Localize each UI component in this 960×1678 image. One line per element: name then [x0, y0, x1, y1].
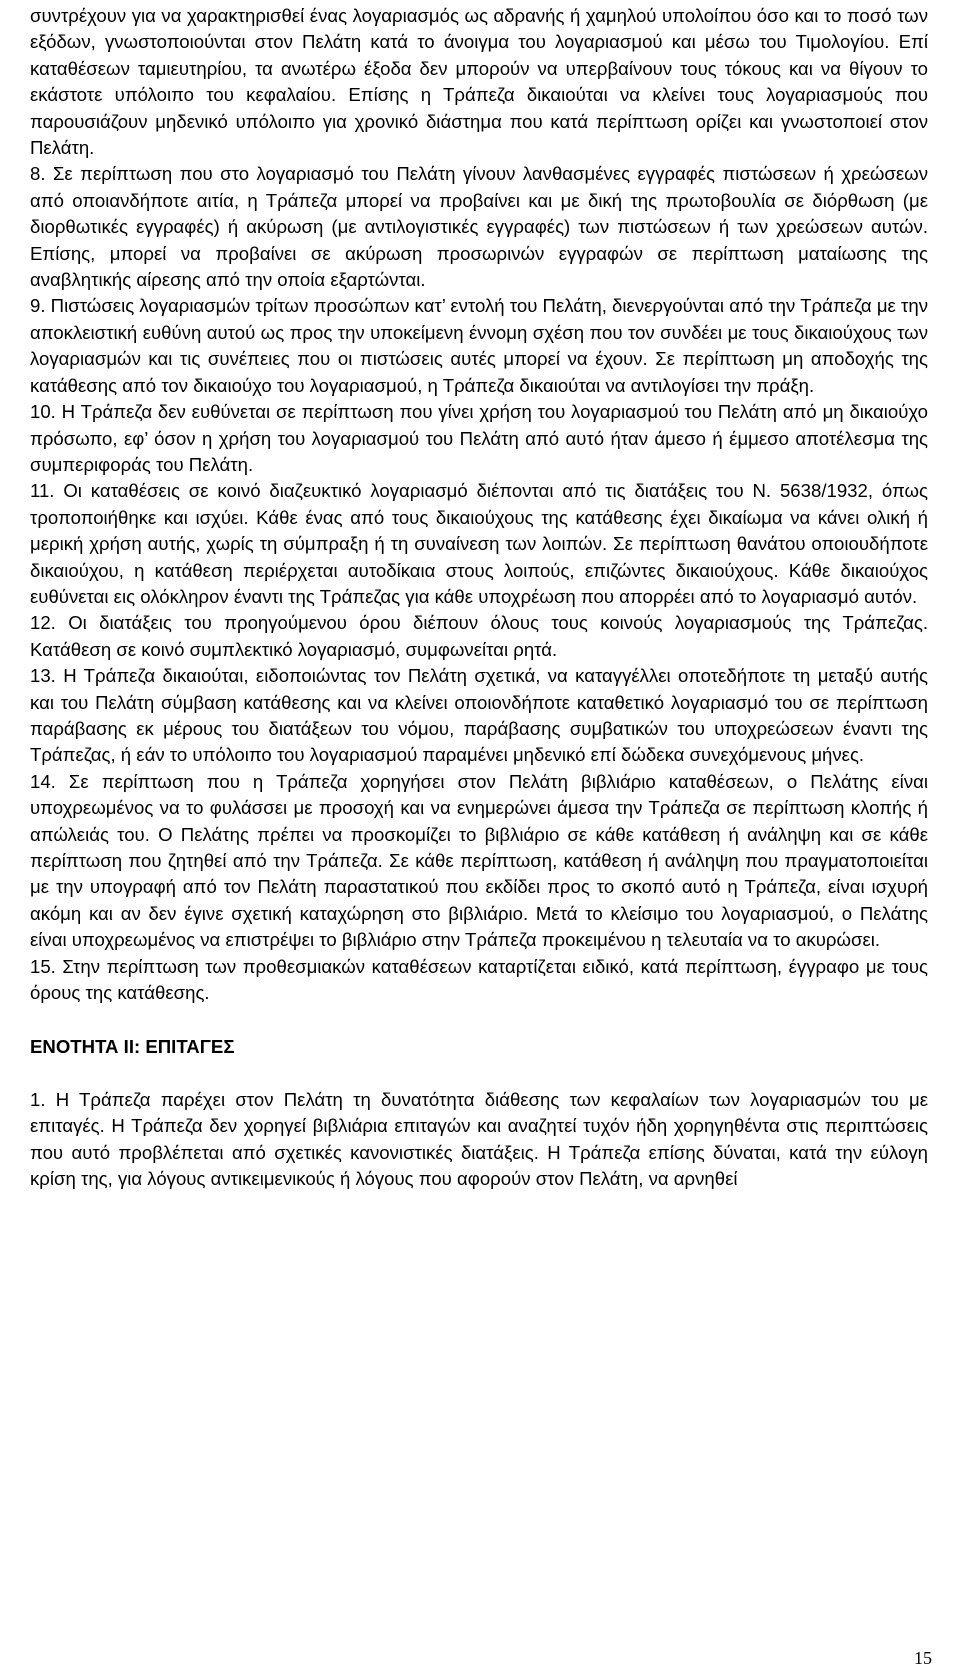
paragraph-term-13: 13. Η Τράπεζα δικαιούται, ειδοποιώντας τον Πελάτη σχετικά, να καταγγέλλει οποτεδήποτε τη μεταξύ αυτής και του Πελάτη σύμβαση κατάθεσης και να κλείνει οποιονδήποτε καταθετικό λογαριασμό του σε περίπτωση παράβασης εκ μέρους του διατάξεων του νόμου, παράβασης συμβατικών του υποχρεώσεων έναντι της Τράπεζας, ή εάν το υπόλοιπο του λογαριασμού παραμένει μηδενικό επί δώδεκα συνεχόμενους μήνες.: [30, 665, 928, 766]
paragraph-term-12: 12. Οι διατάξεις του προηγούμενου όρου διέπουν όλους τους κοινούς λογαριασμούς της Τράπεζας. Κατάθεση σε κοινό συμπλεκτικό λογαριασμό, συμφωνείται ρητά.: [30, 612, 928, 660]
section-heading: ΕΝΟΤΗΤΑ ΙΙ: ΕΠΙΤΑΓΕΣ: [30, 1036, 235, 1058]
section-paragraph-1: 1. Η Τράπεζα παρέχει στον Πελάτη τη δυνατότητα διάθεσης των κεφαλαίων των λογαριασμών του με επιταγές. Η Τράπεζα δεν χορηγεί βιβλιάρια επιταγών και αναζητεί τυχόν ήδη χορηγηθέντα στις περιπτώσεις που αυτό προβλέπεται από σχετικές κανονιστικές διατάξεις. Η Τράπεζα επίσης δύναται, κατά την εύλογη κρίση της, για λόγους αντικειμενικούς ή λόγους που αφορούν στον Πελάτη, να αρνηθεί: [30, 1088, 928, 1190]
paragraph-term-8: 8. Σε περίπτωση που στο λογαριασμό του Πελάτη γίνουν λανθασμένες εγγραφές πιστώσεων ή χρεώσεων από οποιανδήποτε αιτία, η Τράπεζα μπορεί να προβαίνει και με δική της πρωτοβουλία σε διόρθωση (με διορθωτικές εγγραφές) ή ακύρωση (με αντιλογιστικές εγγραφές) των πιστώσεων ή των χρεώσεων αυτών. Επίσης, μπορεί να προβαίνει σε ακύρωση προσωρινών εγγραφών σε περίπτωση ματαίωσης της αναβλητικής αίρεσης από την οποία εξαρτώνται.: [30, 163, 928, 291]
paragraph-term-11: 11. Οι καταθέσεις σε κοινό διαζευκτικό λογαριασμό διέπονται από τις διατάξεις του Ν. 5638/1932, όπως τροποποιήθηκε και ισχύει. Κάθε ένας από τους δικαιούχους της κατάθεσης έχει δικαίωμα να κάνει ολική ή μερική χρήση αυτής, χωρίς τη σύμπραξη ή τη συναίνεση των λοιπών. Σε περίπτωση θανάτου οποιουδήποτε δικαιούχου, η κατάθεση περιέρχεται αυτοδίκαια στους λοιπούς, επιζώντες δικαιούχους. Κάθε δικαιούχος ευθύνεται εις ολόκληρον έναντι της Τράπεζας για κάθε υποχρέωση που απορρέει από το λογαριασμό αυτόν.: [30, 480, 928, 607]
paragraph-term-9: 9. Πιστώσεις λογαριασμών τρίτων προσώπων κατ’ εντολή του Πελάτη, διενεργούνται από την Τράπεζα με την αποκλειστική ευθύνη αυτού ως προς την υποκείμενη έννομη σχέση που τον συνδέει με τους δικαιούχους των λογαριασμών και τις συνέπειες που οι πιστώσεις αυτές μπορεί να έχουν. Σε περίπτωση μη αποδοχής της κατάθεσης από τον δικαιούχο του λογαριασμού, η Τράπεζα δικαιούται να αντιλογίσει την πράξη.: [30, 295, 928, 396]
paragraph-continuation: συντρέχουν για να χαρακτηρισθεί ένας λογαριασμός ως αδρανής ή χαμηλού υπολοίπου όσο και το ποσό των εξόδων, γνωστοποιούνται στον Πελάτη κατά το άνοιγμα του λογαριασμού και μέσω του Τιμολογίου. Επί καταθέσεων ταμιευτηρίου, τα ανωτέρω έξοδα δεν μπορούν να υπερβαίνουν τους τόκους και να θίγουν το εκάστοτε υπόλοιπο του κεφαλαίου. Επίσης η Τράπεζα δικαιούται να κλείνει τους λογαριασμούς που παρουσιάζουν μηδενικό υπόλοιπο για χρονικό διάστημα που κατά περίπτωση ορίζει και γνωστοποιεί στον Πελάτη.: [30, 5, 928, 159]
paragraph-term-10: 10. Η Τράπεζα δεν ευθύνεται σε περίπτωση που γίνει χρήση του λογαριασμού του Πελάτη από μη δικαιούχο πρόσωπο, εφ’ όσον η χρήση του λογαριασμού του Πελάτη από αυτό ήταν άμεσο ή έμμεσο αποτέλεσμα της συμπεριφοράς του Πελάτη.: [30, 401, 928, 475]
page-number: 15: [914, 1648, 932, 1668]
document-page: [30, 3, 928, 1192]
paragraph-term-14: 14. Σε περίπτωση που η Τράπεζα χορηγήσει στον Πελάτη βιβλιάριο καταθέσεων, ο Πελάτης είναι υποχρεωμένος να το φυλάσσει με προσοχή και να ενημερώνει άμεσα την Τράπεζα σε περίπτωση κλοπής ή απώλειάς του. Ο Πελάτης πρέπει να προσκομίζει το βιβλιάριο σε κάθε κατάθεση ή ανάληψη και σε κάθε περίπτωση που ζητηθεί από την Τράπεζα. Σε κάθε περίπτωση, κατάθεση ή ανάληψη που πραγματοποιείται με την υπογραφή από τον Πελάτη παραστατικού που εκδίδει προς το σκοπό αυτό η Τράπεζα, είναι ισχυρή ακόμη και αν δεν έγινε σχετική καταχώρηση στο βιβλιάριο. Μετά το κλείσιμο του λογαριασμού, ο Πελάτης είναι υποχρεωμένος να επιστρέψει το βιβλιάριο στην Τράπεζα προκειμένου η τελευταία να το ακυρώσει.: [30, 770, 928, 951]
paragraph-term-15: 15. Στην περίπτωση των προθεσμιακών καταθέσεων καταρτίζεται ειδικό, κατά περίπτωση, έγγραφο με τους όρους της κατάθεσης.: [30, 955, 928, 1004]
